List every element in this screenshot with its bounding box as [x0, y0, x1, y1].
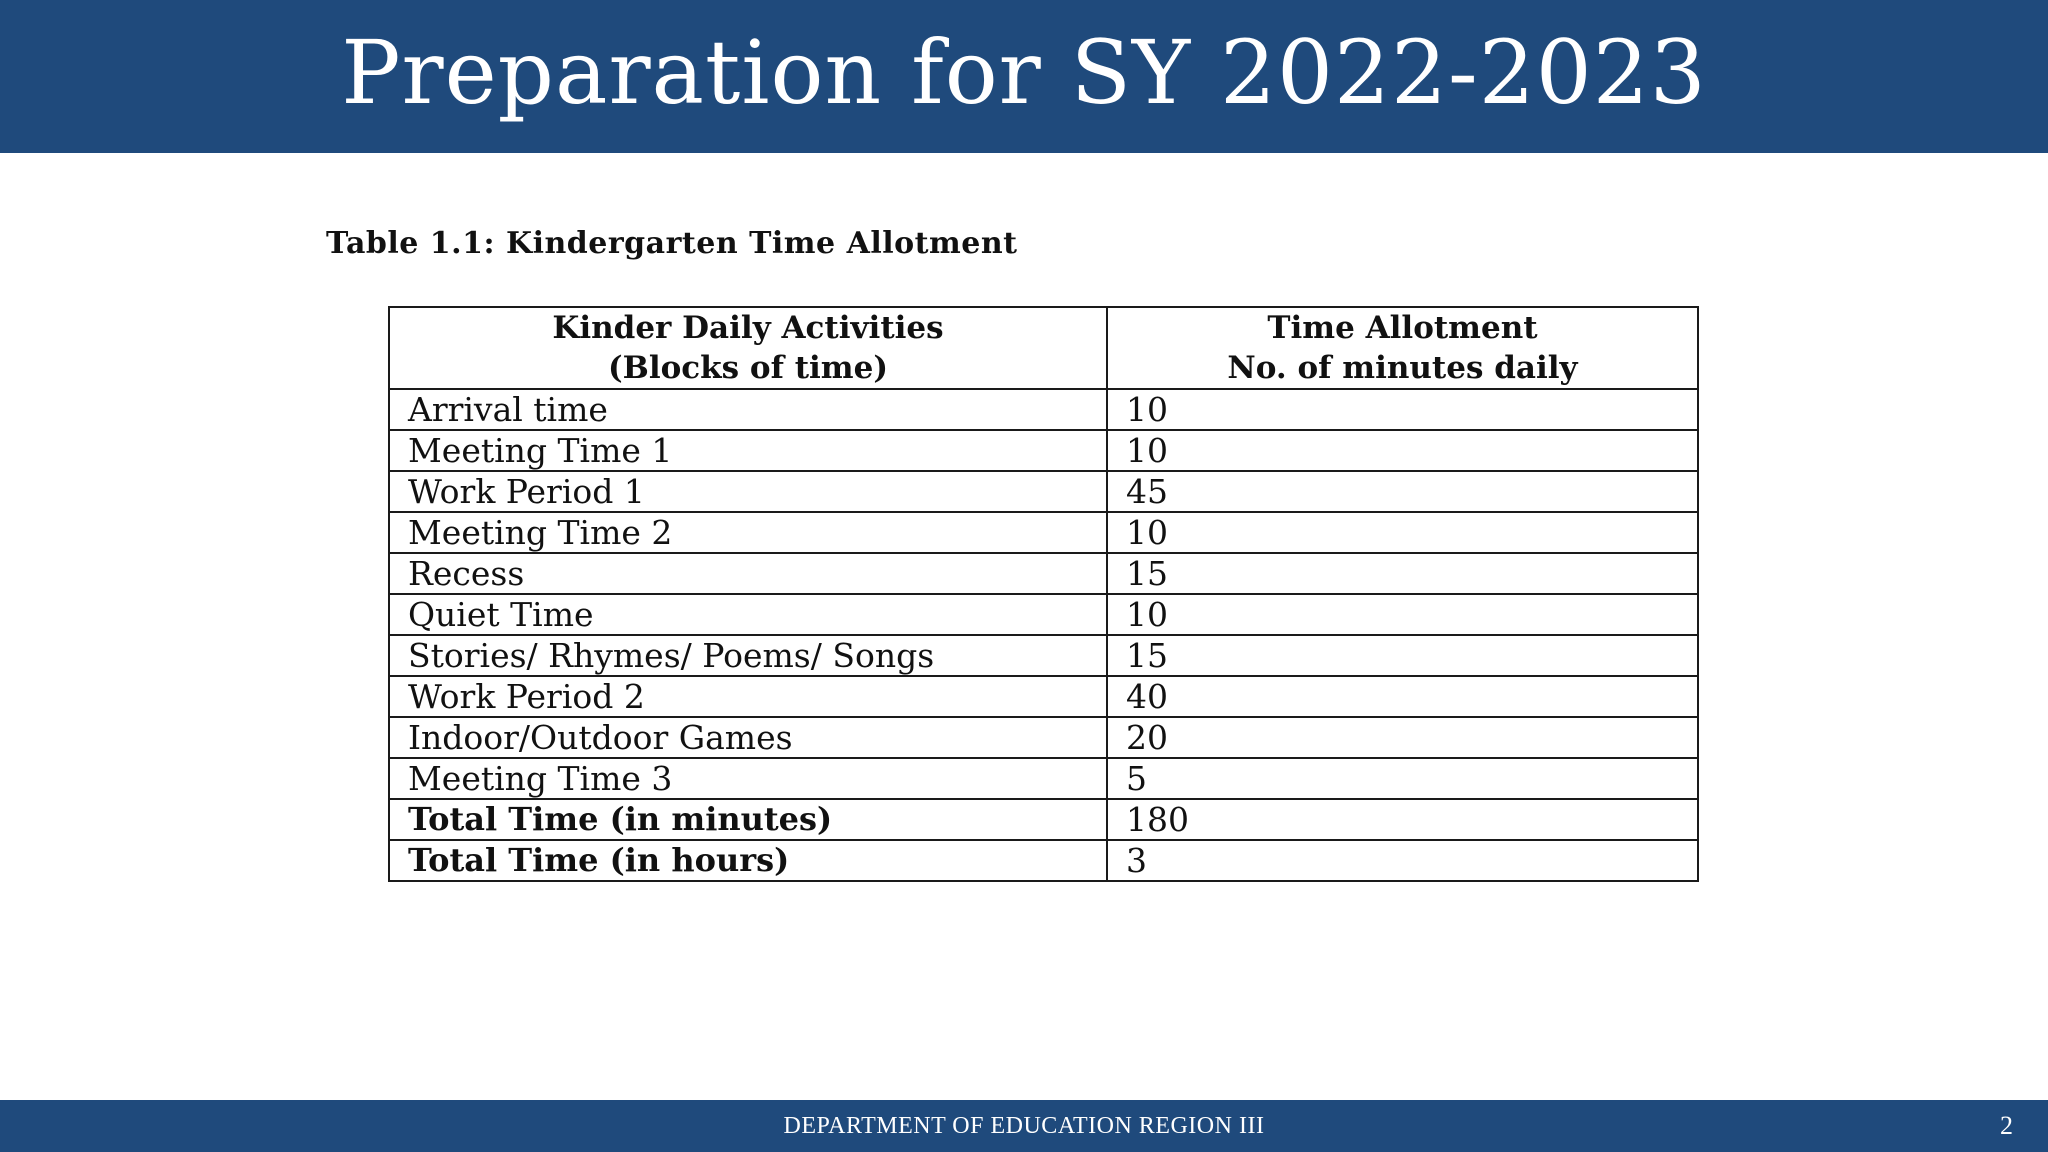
minutes-cell: 15 [1107, 635, 1698, 676]
activity-cell: Work Period 1 [389, 471, 1107, 512]
table-row [389, 512, 1698, 553]
header-time-allotment [1107, 307, 1698, 389]
time-allotment-table [388, 306, 1699, 882]
minutes-cell: 15 [1107, 553, 1698, 594]
activity-cell: Work Period 2 [389, 676, 1107, 717]
minutes-cell: 40 [1107, 676, 1698, 717]
total-hours-label: Total Time (in hours) [389, 840, 1107, 881]
table-caption: Table 1.1: Kindergarten Time Allotment [326, 226, 1018, 261]
total-hours-row [389, 840, 1698, 881]
minutes-cell: 5 [1107, 758, 1698, 799]
header-activities-line2: (Blocks of time) [607, 350, 888, 386]
activity-cell: Recess [389, 553, 1107, 594]
table-row [389, 471, 1698, 512]
footer-department: DEPARTMENT OF EDUCATION REGION III [783, 1113, 1265, 1139]
total-minutes-label: Total Time (in minutes) [389, 799, 1107, 840]
minutes-cell: 20 [1107, 717, 1698, 758]
table-row [389, 430, 1698, 471]
header-activities-line1: Kinder Daily Activities [552, 310, 944, 346]
total-minutes-value: 180 [1107, 799, 1698, 840]
total-hours-value: 3 [1107, 840, 1698, 881]
activity-cell: Quiet Time [389, 594, 1107, 635]
activity-cell: Stories/ Rhymes/ Poems/ Songs [389, 635, 1107, 676]
activity-cell: Arrival time [389, 389, 1107, 430]
table-header-row [389, 307, 1698, 389]
footer-bar [0, 1100, 2048, 1152]
table-row [389, 389, 1698, 430]
table-row [389, 635, 1698, 676]
minutes-cell: 10 [1107, 512, 1698, 553]
total-minutes-row [389, 799, 1698, 840]
minutes-cell: 10 [1107, 389, 1698, 430]
activity-cell: Meeting Time 1 [389, 430, 1107, 471]
header-time-line2: No. of minutes daily [1227, 350, 1578, 386]
table-row [389, 594, 1698, 635]
page-number: 2 [2000, 1111, 2013, 1140]
minutes-cell: 10 [1107, 594, 1698, 635]
table-row [389, 758, 1698, 799]
activity-cell: Meeting Time 2 [389, 512, 1107, 553]
table-row [389, 717, 1698, 758]
activity-cell: Indoor/Outdoor Games [389, 717, 1107, 758]
activity-cell: Meeting Time 3 [389, 758, 1107, 799]
title-bar [0, 0, 2048, 153]
minutes-cell: 10 [1107, 430, 1698, 471]
time-allotment-table-container [388, 306, 1697, 882]
table-row [389, 553, 1698, 594]
header-time-line1: Time Allotment [1267, 310, 1538, 346]
slide-title: Preparation for SY 2022-2023 [341, 20, 1707, 124]
header-activities [389, 307, 1107, 389]
minutes-cell: 45 [1107, 471, 1698, 512]
table-row [389, 676, 1698, 717]
